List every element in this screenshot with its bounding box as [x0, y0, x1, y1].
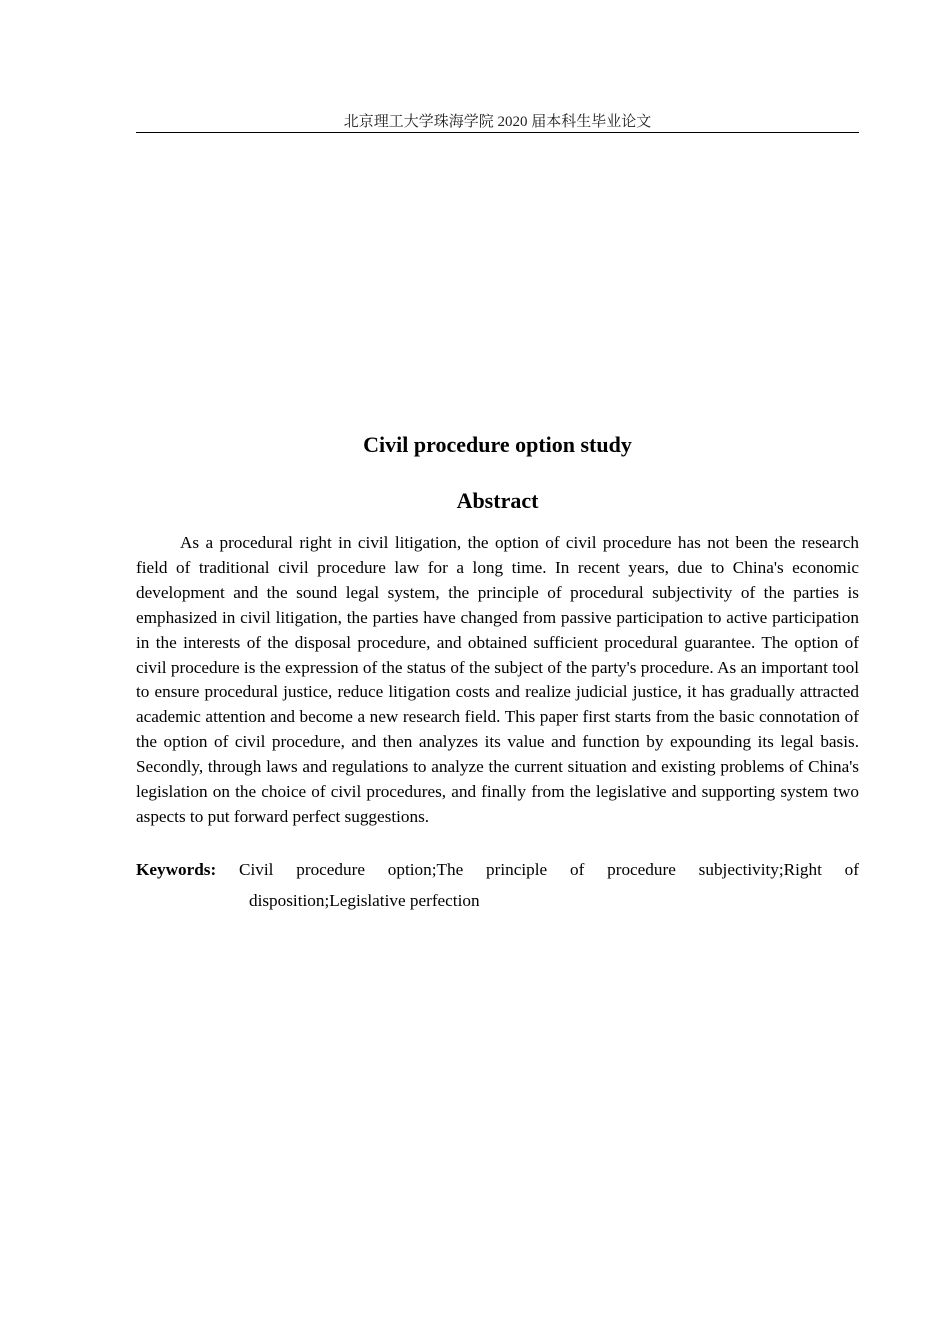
keywords-text: Civil procedure option;The principle of procedure subjectivity;Right of disposition;Legislative perfection — [239, 860, 860, 910]
paper-title: Civil procedure option study — [363, 432, 632, 457]
keywords-label: Keywords: — [136, 860, 217, 879]
abstract-heading: Abstract — [456, 488, 539, 513]
keywords-line — [136, 855, 859, 916]
abstract-body: As a procedural right in civil litigation, the option of civil procedure has not been the research field of traditional civil procedure law for a long time. In recent years, due to China's economic development and the sound legal system, the principle of procedural subjectivity of the parties is emphasized in civil litigation, the parties have changed from passive participation to active participation in the interests of the disposal procedure, and obtained sufficient procedural guarantee. The option of civil procedure is the expression of the status of the subject of the party's procedure. As an important tool to ensure procedural justice, reduce litigation costs and realize judicial justice, it has gradually attracted academic attention and become a new research field. This paper first starts from the basic connotation of the option of civil procedure, and then analyzes its value and function by expounding its legal basis. Secondly, through laws and regulations to analyze the current situation and existing problems of China's legislation on the choice of civil procedures, and finally from the legislative and supporting system two aspects to put forward perfect suggestions. — [136, 533, 859, 826]
running-header: 北京理工大学珠海学院 2020 届本科生毕业论文 — [136, 112, 859, 133]
